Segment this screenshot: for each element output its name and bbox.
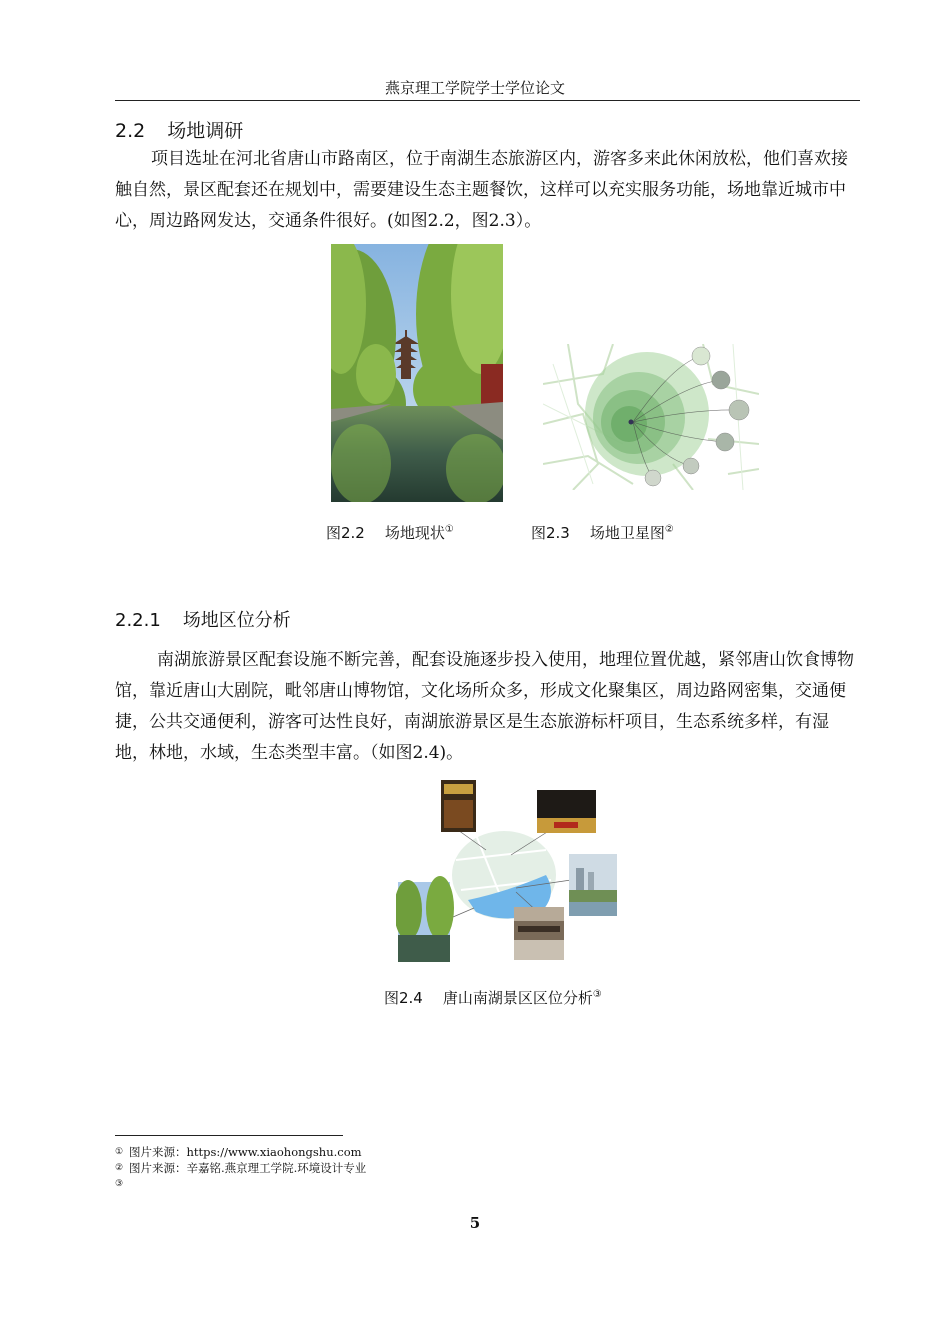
section-title: 场地调研 xyxy=(167,120,244,142)
section-title: 场地区位分析 xyxy=(182,610,291,631)
footnote-rule xyxy=(115,1135,343,1136)
footnote-text: 图片来源：辛嘉铭.燕京理工学院.环境设计专业 xyxy=(129,1161,367,1175)
footnote-ref[interactable]: ③ xyxy=(592,989,602,1000)
footnote-mark: ① xyxy=(115,1147,124,1157)
page-number: 5 xyxy=(469,1214,481,1232)
figure-2-4-caption xyxy=(384,987,602,1008)
running-header: 燕京理工学院学士学位论文 xyxy=(384,79,565,97)
figure-2-3-caption xyxy=(531,522,674,543)
figure-label: 图2.4 xyxy=(384,989,423,1007)
footnote-text: 图片来源：https://www.xiaohongshu.com xyxy=(129,1145,362,1159)
section-number: 2.2.1 xyxy=(115,610,161,631)
site-map xyxy=(543,344,759,490)
header-rule xyxy=(115,100,860,101)
footnote-2 xyxy=(115,1161,366,1176)
figure-title: 场地卫星图 xyxy=(589,524,665,542)
figure-label: 图2.2 xyxy=(326,524,365,542)
section-2-2-heading xyxy=(115,116,243,143)
footnote-1 xyxy=(115,1145,362,1160)
figure-title: 场地现状 xyxy=(384,524,445,542)
footnote-ref[interactable]: ② xyxy=(664,524,674,535)
footnote-mark: ② xyxy=(115,1163,124,1173)
footnote-3 xyxy=(115,1177,129,1192)
section-2-2-1-heading xyxy=(115,606,291,632)
section-number: 2.2 xyxy=(115,120,146,142)
figure-label: 图2.3 xyxy=(531,524,570,542)
footnote-ref[interactable]: ① xyxy=(444,524,454,535)
section-2-2-1-paragraph: 南湖旅游景区配套设施不断完善，配套设施逐步投入使用，地理位置优越，紧邻唐山饮食博物馆，靠近唐山大剧院，毗邻唐山博物馆，文化场所众多，形成文化聚集区，周边路网密集，交通便捷，公共交通便利，游客可达性良好，南湖旅游景区是生态旅游标杆项目，生态系统多样，有湿地，林地，水域，生态类型丰富。（如图2.4)。 xyxy=(115,650,854,763)
location-analysis-figure xyxy=(396,780,622,964)
section-2-2-paragraph: 项目选址在河北省唐山市路南区，位于南湖生态旅游区内，游客多来此休闲放松，他们喜欢接触自然，景区配套还在规划中，需要建设生态主题餐饮，这样可以充实服务功能，场地靠近城市中心，周边路网发达，交通条件很好。(如图2.2，图2.3）。 xyxy=(115,149,848,231)
figure-2-2-caption xyxy=(326,522,454,543)
site-photo xyxy=(331,244,503,502)
footnote-mark: ③ xyxy=(115,1179,124,1189)
figure-title: 唐山南湖景区区位分析 xyxy=(442,989,593,1007)
